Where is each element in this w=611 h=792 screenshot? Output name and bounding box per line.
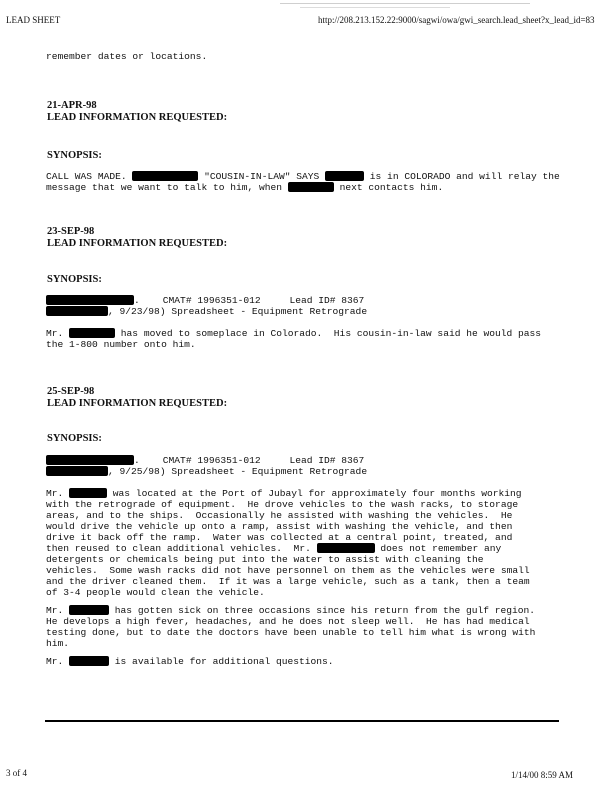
synopsis-line: then reused to clean additional vehicles. Mr. does not remember any (46, 543, 502, 554)
entry-date: 25-SEP-98 (47, 386, 95, 397)
synopsis-line: would drive the vehicle up onto a ramp, assist with washing the vehicle, and then (46, 521, 513, 532)
cmat-line: . CMAT# 1996351-012 Lead ID# 8367 (46, 295, 364, 306)
redaction-mark (46, 455, 134, 465)
page-header-url: http://208.213.152.22:9000/sagwi/owa/gwi_search.lead_sheet?x_lead_id=83 (318, 15, 595, 25)
redaction-mark (69, 605, 109, 615)
entry-requested: LEAD INFORMATION REQUESTED: (47, 112, 228, 123)
entry-date: 23-SEP-98 (47, 226, 95, 237)
synopsis-line: the 1-800 number onto him. (46, 339, 196, 350)
synopsis-line: him. (46, 638, 70, 649)
spreadsheet-line: , 9/25/98) Spreadsheet - Equipment Retrograde (46, 466, 367, 477)
redaction-mark (132, 171, 198, 181)
entry-requested: LEAD INFORMATION REQUESTED: (47, 398, 228, 409)
synopsis-line: Mr. was located at the Port of Jubayl for approximately four months working (46, 488, 522, 499)
synopsis-line: Mr. has moved to someplace in Colorado. His cousin-in-law said he would pass (46, 328, 542, 339)
spreadsheet-line: , 9/23/98) Spreadsheet - Equipment Retrograde (46, 306, 367, 317)
synopsis-line: with the retrograde of equipment. He drove vehicles to the wash racks, to storage (46, 499, 519, 510)
synopsis-line: message that we want to talk to him, when next contacts him. (46, 182, 444, 193)
redaction-mark (46, 466, 108, 476)
redaction-mark (46, 306, 108, 316)
entry-date: 21-APR-98 (47, 100, 97, 111)
page-header-title: LEAD SHEET (6, 15, 61, 25)
redaction-mark (317, 543, 375, 553)
continued-text: remember dates or locations. (46, 51, 208, 62)
synopsis-line: Mr. has gotten sick on three occasions since his return from the gulf region. (46, 605, 536, 616)
redaction-mark (69, 488, 107, 498)
synopsis-line: Mr. is available for additional questions. (46, 656, 334, 667)
footer-rule (45, 720, 559, 722)
synopsis-label: SYNOPSIS: (47, 274, 102, 285)
redaction-mark (69, 656, 109, 666)
synopsis-line: CALL WAS MADE. "COUSIN-IN-LAW" SAYS is in COLORADO and will relay the (46, 171, 560, 182)
synopsis-line: He develops a high fever, headaches, and he does not sleep well. He has had medical (46, 616, 530, 627)
synopsis-line: vehicles. Some wash racks did not have personnel on them as the vehicles were small (46, 565, 530, 576)
synopsis-line: testing done, but to date the doctors have been unable to tell him what is wrong with (46, 627, 536, 638)
synopsis-line: drive it back off the ramp. Water was collected at a central point, treated, and (46, 532, 513, 543)
top-faint-line (280, 3, 530, 4)
print-timestamp: 1/14/00 8:59 AM (511, 770, 574, 780)
synopsis-label: SYNOPSIS: (47, 433, 102, 444)
cmat-line: . CMAT# 1996351-012 Lead ID# 8367 (46, 455, 364, 466)
redaction-mark (288, 182, 334, 192)
synopsis-line: detergents or chemicals being put into the water to assist with cleaning the (46, 554, 484, 565)
synopsis-line: and the driver cleaned them. If it was a large vehicle, such as a tank, then a team (46, 576, 530, 587)
redaction-mark (325, 171, 364, 181)
page-number: 3 of 4 (6, 768, 27, 778)
synopsis-line: of 3-4 people would clean the vehicle. (46, 587, 265, 598)
redaction-mark (69, 328, 115, 338)
synopsis-label: SYNOPSIS: (47, 150, 102, 161)
redaction-mark (46, 295, 134, 305)
top-faint-line (300, 7, 450, 8)
synopsis-line: areas, and to the ships. Occasionally he assisted with washing the vehicles. He (46, 510, 513, 521)
entry-requested: LEAD INFORMATION REQUESTED: (47, 238, 228, 249)
